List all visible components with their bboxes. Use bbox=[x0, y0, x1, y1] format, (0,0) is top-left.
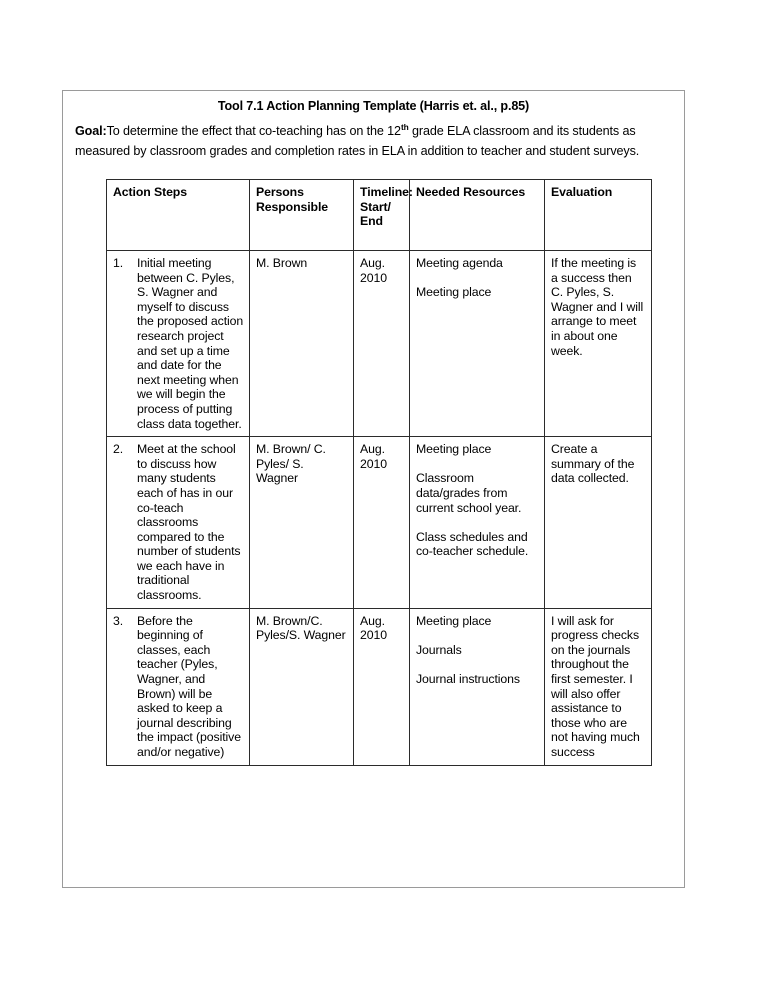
cell-needed-resources bbox=[410, 251, 545, 437]
column-header-persons-responsible: Persons Responsible bbox=[250, 180, 354, 251]
table-row bbox=[107, 608, 652, 765]
table-body bbox=[107, 251, 652, 766]
cell-timeline: Aug. 2010 bbox=[354, 437, 410, 609]
column-header-needed-resources: Needed Resources bbox=[410, 180, 545, 251]
table-header-row bbox=[107, 180, 652, 251]
action-planning-table bbox=[106, 179, 652, 766]
column-header-timeline: Timeline: Start/ End bbox=[354, 180, 410, 251]
cell-evaluation: If the meeting is a success then C. Pyles, S. Wagner and I will arrange to meet in about one week. bbox=[545, 251, 652, 437]
action-step-text: Meet at the school to discuss how many students each of has in our co-teach classrooms compared to the number of students we each have in traditional classrooms. bbox=[137, 442, 241, 603]
goal-text-after-superscript: grade ELA classroom and its students as measured by classroom grades and completion rates in ELA in addition to teacher and student surveys. bbox=[75, 124, 640, 158]
cell-evaluation: Create a summary of the data collected. bbox=[545, 437, 652, 609]
cell-evaluation: I will ask for progress checks on the journals throughout the first semester. I will also offer assistance to those who are not having much success bbox=[545, 608, 652, 765]
action-step-number: 3. bbox=[113, 613, 124, 628]
goal-superscript-th: th bbox=[400, 121, 409, 132]
action-step-text: Before the beginning of classes, each teacher (Pyles, Wagner, and Brown) will be asked to keep a journal describing the impact (positive and/or negative) bbox=[137, 613, 241, 759]
needed-resource-item: Meeting place bbox=[416, 285, 492, 300]
needed-resource-item: Meeting place bbox=[416, 613, 492, 628]
action-step-text: Initial meeting between C. Pyles, S. Wagner and myself to discuss the proposed action research project and set up a time and date for the next meeting when we will begin the process of putting class data together. bbox=[137, 256, 244, 431]
table-row bbox=[107, 251, 652, 437]
needed-resource-item: Journals bbox=[416, 642, 462, 657]
needed-resource-item: Journal instructions bbox=[416, 672, 520, 687]
action-step-number: 1. bbox=[113, 256, 124, 270]
cell-persons-responsible: M. Brown/ C. Pyles/ S. Wagner bbox=[250, 437, 354, 609]
table-header bbox=[107, 180, 652, 251]
goal-label: Goal: bbox=[75, 124, 107, 138]
needed-resource-item: Meeting agenda bbox=[416, 256, 503, 270]
column-header-evaluation: Evaluation bbox=[545, 180, 652, 251]
needed-resource-item: Classroom data/grades from current school year. bbox=[416, 471, 522, 515]
cell-persons-responsible: M. Brown bbox=[250, 251, 354, 437]
needed-resource-item: Class schedules and co-teacher schedule. bbox=[416, 529, 529, 559]
cell-action-step bbox=[107, 251, 250, 437]
cell-needed-resources bbox=[410, 437, 545, 609]
table-row bbox=[107, 437, 652, 609]
cell-action-step bbox=[107, 608, 250, 765]
needed-resource-item: Meeting place bbox=[416, 442, 492, 457]
document-page bbox=[62, 90, 685, 888]
page-title: Tool 7.1 Action Planning Template (Harris et. al., p.85) bbox=[217, 99, 530, 113]
cell-action-step bbox=[107, 437, 250, 609]
column-header-action-steps: Action Steps bbox=[107, 180, 250, 251]
cell-persons-responsible: M. Brown/C. Pyles/S. Wagner bbox=[250, 608, 354, 765]
cell-needed-resources bbox=[410, 608, 545, 765]
cell-timeline: Aug. 2010 bbox=[354, 251, 410, 437]
cell-timeline: Aug. 2010 bbox=[354, 608, 410, 765]
goal-text-before-superscript: To determine the effect that co-teaching has on the 12 bbox=[106, 124, 401, 138]
action-step-number: 2. bbox=[113, 442, 124, 457]
goal-paragraph bbox=[75, 122, 672, 161]
